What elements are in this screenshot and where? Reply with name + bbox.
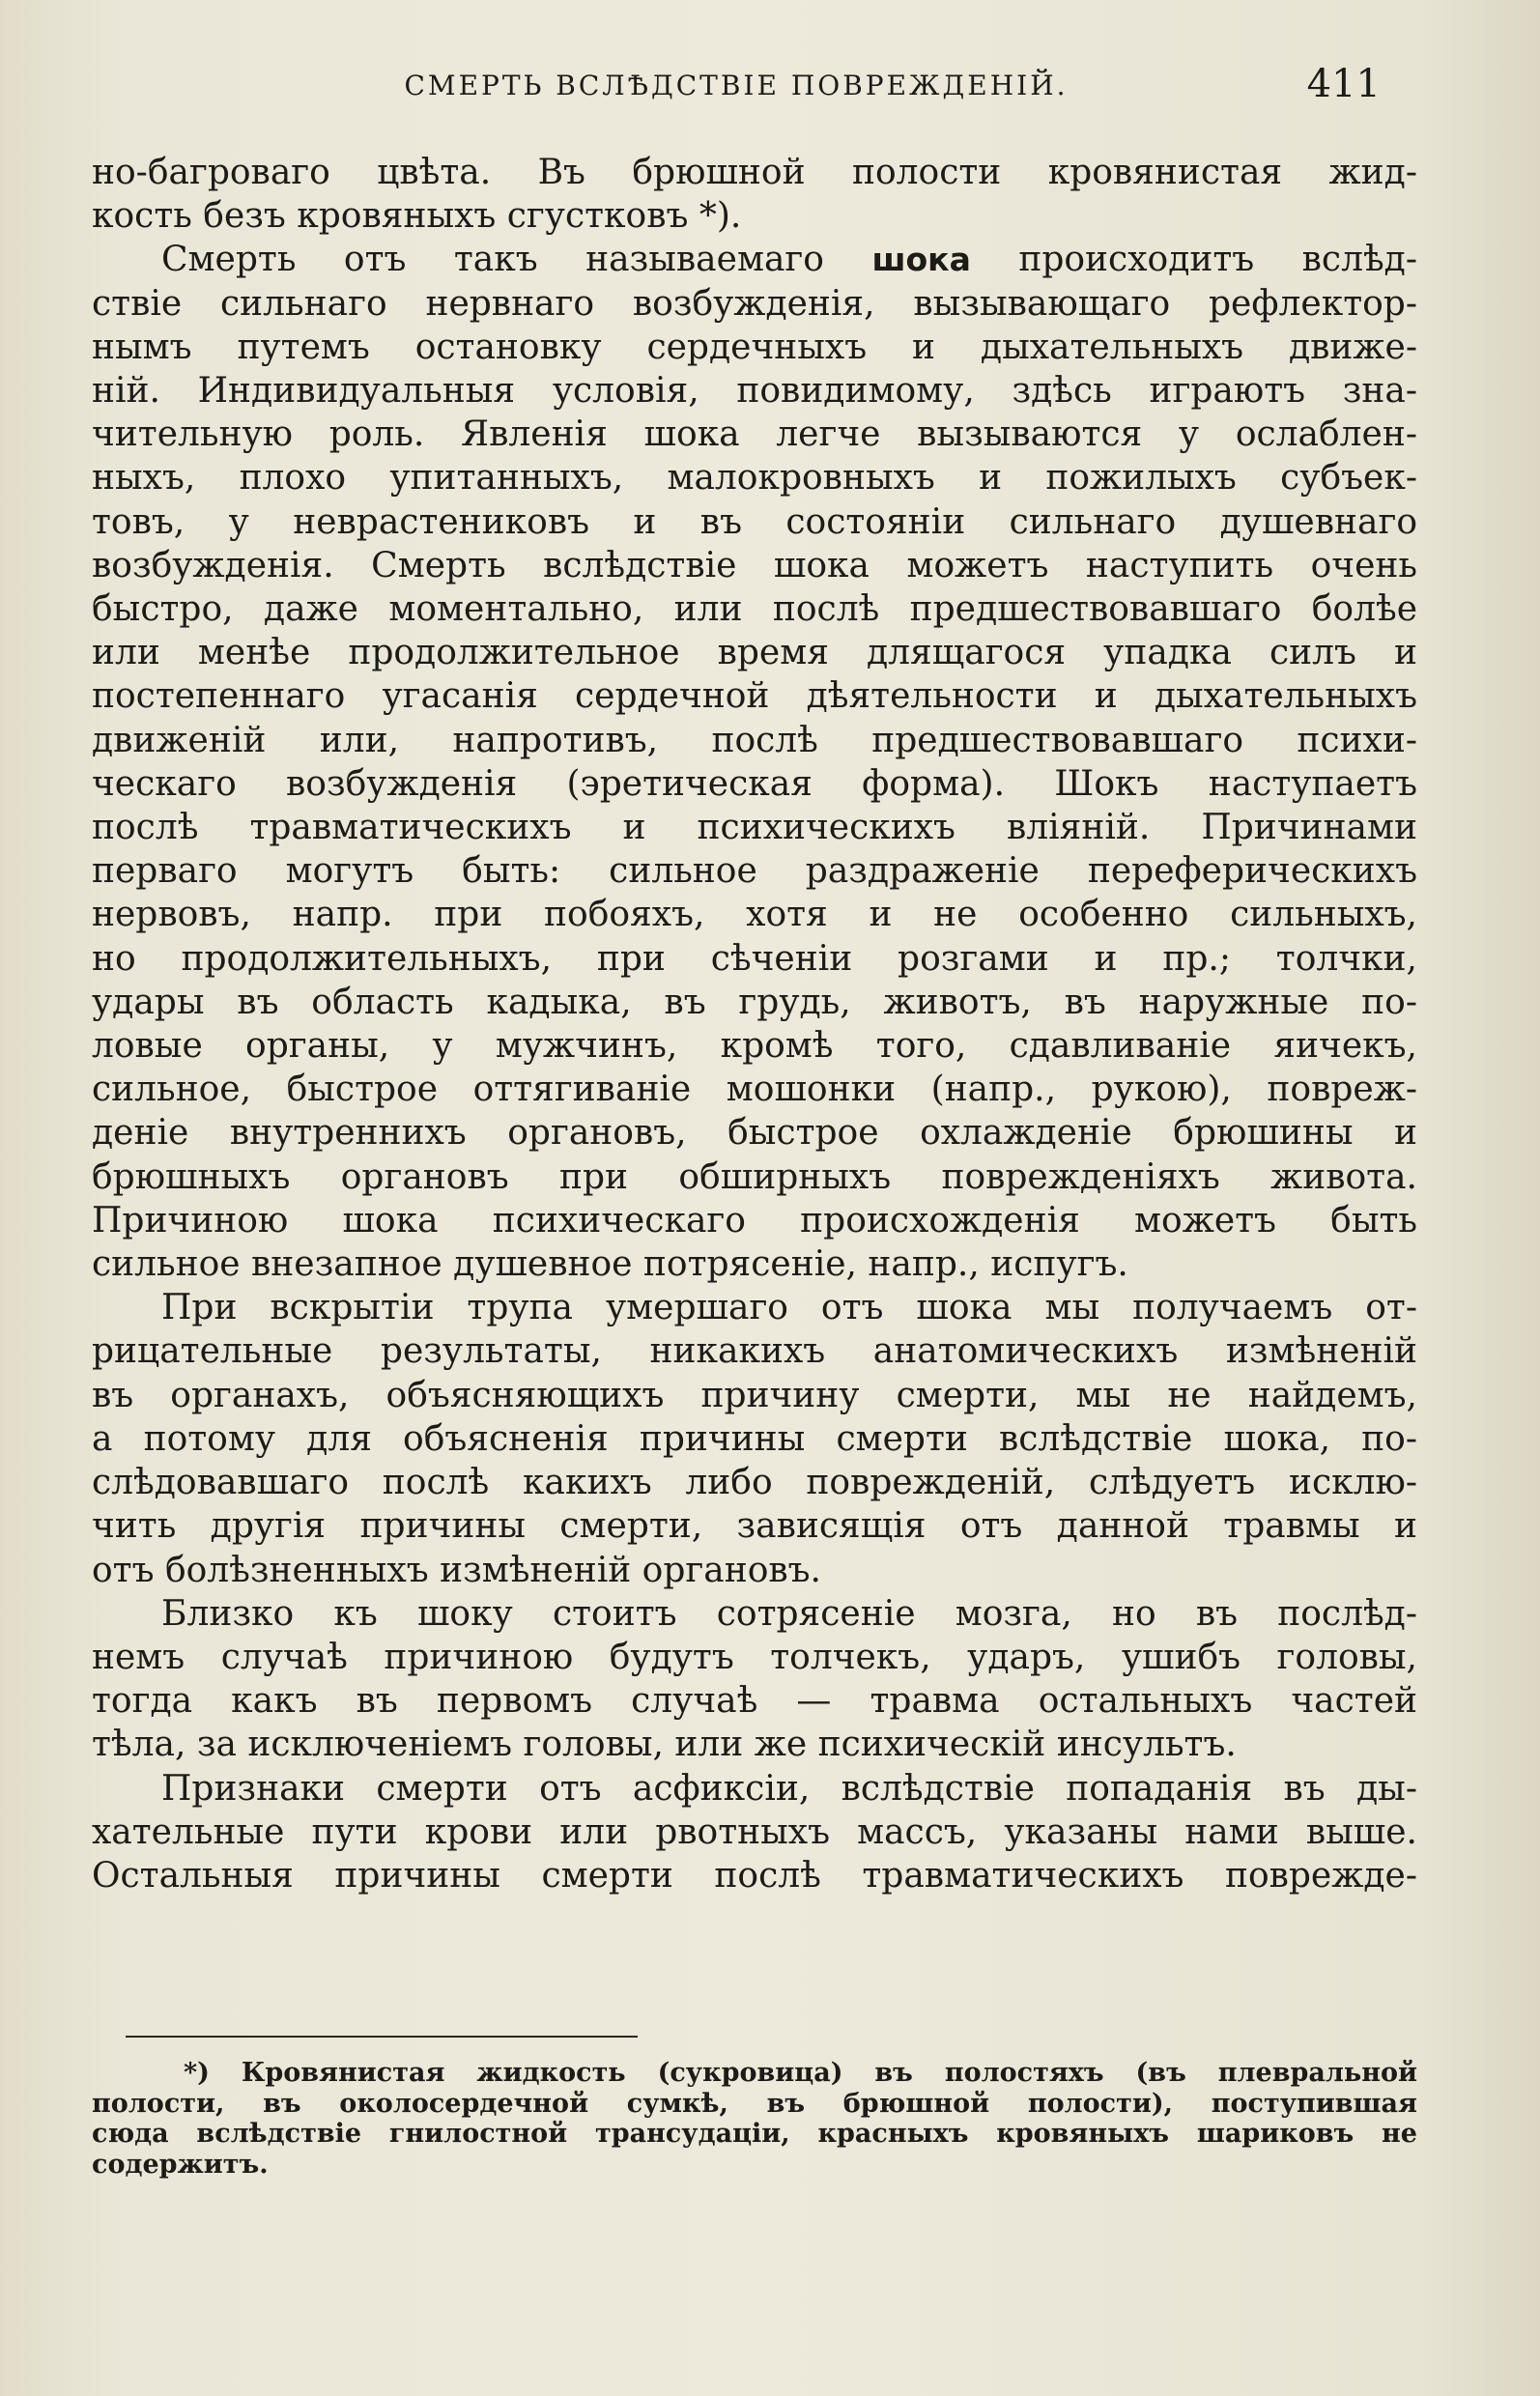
text-line: нервовъ, напр. при побояхъ, хотя и не особенно сильныхъ, [92, 895, 1417, 935]
text-line: ній. Индивидуальныя условія, повидимому, здѣсь играютъ зна- [92, 371, 1417, 412]
footnote-line: полости, въ околосердечной сумкѣ, въ брюшной полости), поступившая [92, 2088, 1417, 2119]
text-line: сильное внезапное душевное потрясеніе, напр., испугъ. [92, 1244, 1128, 1285]
text-line: постепеннаго угасанія сердечной дѣятельности и дыхательныхъ [92, 676, 1417, 717]
running-title: СМЕРТЬ ВСЛѢДСТВІЕ ПОВРЕЖДЕНІЙ. [404, 70, 1069, 101]
text-line: но продолжительныхъ, при сѣченіи розгами и пр.; толчки, [92, 938, 1417, 979]
footnote-divider [126, 2036, 638, 2038]
paragraph-5 [92, 1767, 1417, 1898]
text-line: въ органахъ, объясняющихъ причину смерти, мы не найдемъ, [92, 1375, 1417, 1415]
text-line: а потому для объясненія причины смерти вслѣдствіе шока, по- [92, 1418, 1417, 1459]
paragraph-1 [92, 151, 1417, 238]
text-line: нымъ путемъ остановку сердечныхъ и дыхательныхъ движе- [92, 327, 1417, 367]
text-line: перваго могутъ быть: сильное раздраженіе переферическихъ [92, 851, 1417, 892]
text-line: товъ, у неврастениковъ и въ состояніи сильнаго душевнаго [92, 501, 1417, 542]
text-line: ловые органы, у мужчинъ, кромѣ того, сдавливаніе яичекъ, [92, 1026, 1417, 1067]
text-line: тѣла, за исключеніемъ головы, или же психическій инсультъ. [92, 1725, 1237, 1765]
paragraph-3 [92, 1286, 1417, 1591]
text-line: деніе внутреннихъ органовъ, быстрое охлажденіе брюшины и [92, 1113, 1417, 1154]
text-line: хательные пути крови или рвотныхъ массъ, указаны нами выше. [92, 1811, 1417, 1852]
text-line: движеній или, напротивъ, послѣ предшествовавшаго психи- [92, 720, 1417, 760]
text-line: отъ болѣзненныхъ измѣненій органовъ. [92, 1550, 821, 1590]
footnote [92, 2058, 1417, 2180]
text-line: возбужденія. Смерть вслѣдствіе шока можетъ наступить очень [92, 545, 1417, 585]
text-line: чить другія причины смерти, зависящія отъ данной травмы и [92, 1506, 1417, 1547]
text-line: тогда какъ въ первомъ случаѣ — травма остальныхъ частей [92, 1681, 1417, 1722]
bold-term-shock: шока [871, 241, 971, 279]
text-line: При вскрытіи трупа умершаго отъ шока мы получаемъ от- [161, 1288, 1417, 1328]
text-line: или менѣе продолжительное время длящагося упадка силъ и [92, 633, 1417, 673]
text-line: ствіе сильнаго нервнаго возбужденія, вызывающаго рефлектор- [92, 283, 1417, 324]
text-segment: Смерть отъ такъ называемаго [161, 240, 824, 280]
text-line: послѣ травматическихъ и психическихъ вліяній. Причинами [92, 808, 1417, 848]
text-line: удары въ область кадыка, въ грудь, животъ, въ наружные по- [92, 982, 1417, 1022]
page-header [92, 62, 1381, 120]
text-line: ческаго возбужденія (эретическая форма). Шокъ наступаетъ [92, 763, 1417, 804]
footnote-line: сюда вслѣдствіе гнилостной трансудаціи, красныхъ кровяныхъ шариковъ не [92, 2119, 1417, 2149]
text-line: Остальныя причины смерти послѣ травматическихъ поврежде- [92, 1855, 1417, 1896]
text-line: сильное, быстрое оттягиваніе мошонки (напр., рукою), повреж- [92, 1070, 1417, 1110]
paragraph-2 [92, 238, 1417, 1286]
text-line: рицательные результаты, никакихъ анатомическихъ измѣненій [92, 1331, 1417, 1372]
paragraph-4 [92, 1592, 1417, 1767]
page-number: 411 [1306, 62, 1381, 106]
text-line: кость безъ кровяныхъ сгустковъ *). [92, 196, 742, 237]
text-line: Причиною шока психическаго происхожденія можетъ быть [92, 1200, 1417, 1241]
footnote-line: *) Кровянистая жидкость (сукровица) въ полостяхъ (въ плевральной [184, 2058, 1417, 2088]
text-segment: происходитъ вслѣд- [1018, 240, 1417, 280]
text-line: брюшныхъ органовъ при обширныхъ поврежденіяхъ живота. [92, 1156, 1417, 1197]
text-line: Близко къ шоку стоитъ сотрясеніе мозга, но въ послѣд- [161, 1593, 1417, 1634]
text-line: но-багроваго цвѣта. Въ брюшной полости кровянистая жид- [92, 153, 1417, 192]
text-line: быстро, даже моментально, или послѣ предшествовавшаго болѣе [92, 589, 1417, 630]
text-line: слѣдовавшаго послѣ какихъ либо поврежденій, слѣдуетъ исклю- [92, 1463, 1417, 1503]
footnote-line: содержитъ. [92, 2149, 269, 2180]
text-line: Признаки смерти отъ асфиксіи, вслѣдствіе попаданія въ ды- [161, 1768, 1417, 1809]
text-line: чительную роль. Явленія шока легче вызываются у ослаблен- [92, 414, 1417, 455]
text-line [92, 238, 1417, 281]
text-line: немъ случаѣ причиною будутъ толчекъ, ударъ, ушибъ головы, [92, 1637, 1417, 1677]
body-text [92, 151, 1417, 1897]
text-line: ныхъ, плохо упитанныхъ, малокровныхъ и пожилыхъ субъек- [92, 458, 1417, 499]
